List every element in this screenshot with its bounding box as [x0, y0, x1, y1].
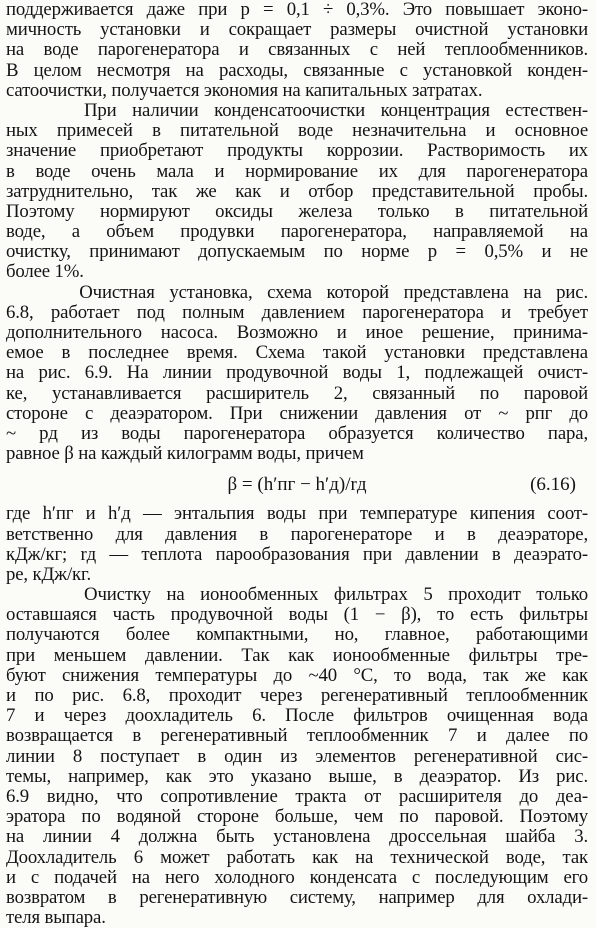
text-line: сатоочистки, получается экономия на капитальных затратах.	[6, 80, 483, 101]
text-line: затруднительно, так же как и отбор представительной пробы.	[6, 181, 588, 202]
equation-expression: β = (h′пг − h′д)/rд	[227, 474, 367, 496]
text-line: где h′пг и h′д — энтальпия воды при температуре кипения соот-	[6, 504, 588, 525]
text-line: В целом несмотря на расходы, связанные с установкой конден-	[6, 60, 588, 81]
text-line: поддерживается даже при p = 0,1 ÷ 0,3%. Это повышает эконо-	[6, 0, 588, 20]
paragraph-2	[6, 101, 588, 283]
text-line: 7 и через доохладитель 6. После фильтров очищенная вода	[6, 706, 588, 727]
text-line: Очистная установка, схема которой представлена на рис.	[6, 282, 588, 303]
text-line: 6.8, работает под полным давлением парогенератора и требует	[6, 302, 588, 323]
text-line: при меньшем давлении. Так как ионообменные фильтры тре-	[6, 645, 588, 666]
text-line: темы, например, как это указано выше, в деаэратор. Из рис.	[6, 766, 588, 787]
text-line: на воде парогенератора и связанных с ней теплообменников.	[6, 40, 588, 61]
text-line: ке, устанавливается расширитель 2, связанный по паровой	[6, 383, 588, 404]
text-line: на рис. 6.9. На линии продувочной воды 1, подлежащей очист-	[6, 363, 588, 384]
text-line: получаются более компактными, но, главное, работающими	[6, 625, 588, 646]
text-line: кДж/кг; rд — теплота парообразования при давлении в деаэрато-	[6, 544, 588, 565]
paragraph-1	[6, 0, 588, 101]
text-line: более 1%.	[6, 262, 84, 283]
text-line: Доохладитель 6 может работать как на технической воде, так	[6, 847, 588, 868]
equation-6-16	[6, 468, 588, 502]
text-line: очистку, принимают допускаемым по норме p = 0,5% и не	[6, 242, 588, 263]
text-line: ных примесей в питательной воде незначительна и основное	[6, 121, 588, 142]
equation-number: (6.16)	[530, 474, 576, 496]
text-line: равное β на каждый килограмм воды, причем	[6, 444, 364, 465]
text-line: ~ pд из воды парогенератора образуется количество пара,	[6, 423, 588, 444]
text-line: Поэтому нормируют оксиды железа только в питательной	[6, 201, 588, 222]
text-line: мичность установки и сокращает размеры очистной установки	[6, 20, 588, 41]
text-line: дополнительного насоса. Возможно и иное решение, принима-	[6, 323, 588, 343]
paragraph-4	[6, 504, 588, 585]
text-line: стороне с деаэратором. При снижении давления от ~ pпг до	[6, 403, 588, 424]
text-line: буют снижения температуры до ~40 °C, то вода, так же как	[6, 665, 588, 686]
text-line: ветственно для давления в парогенераторе и в деаэраторе,	[6, 524, 588, 545]
text-line: ре, кДж/кг.	[6, 564, 92, 585]
paragraph-3	[6, 283, 588, 465]
paragraph-5	[6, 585, 588, 928]
text-line: емое в последнее время. Схема такой установки представлена	[6, 343, 588, 364]
text-line: возвратом в регенеративную систему, например для охлади-	[6, 887, 588, 908]
text-line: линии 8 поступает в один из элементов регенеративной сис-	[6, 746, 588, 767]
text-line: воде, а объем продувки парогенератора, направляемой на	[6, 222, 588, 243]
text-line: на линии 4 должна быть установлена дроссельная шайба 3.	[6, 827, 588, 848]
text-line: При наличии конденсатоочистки концентрация естествен-	[6, 100, 588, 121]
text-line: Очистку на ионообменных фильтрах 5 проходит только	[6, 585, 588, 606]
text-line: значение приобретают продукты коррозии. Растворимость их	[6, 141, 588, 162]
text-line: теля выпара.	[6, 908, 106, 928]
text-line: 6.9 видно, что сопротивление тракта от расширителя до деа-	[6, 786, 588, 807]
text-line: в воде очень мала и нормирование их для парогенератора	[6, 161, 588, 182]
text-line: возвращается в регенеративный теплообменник 7 и далее по	[6, 726, 588, 747]
text-line: оставшаяся часть продувочной воды (1 − β), то есть фильтры	[6, 605, 588, 626]
text-line: эратора по водяной стороне больше, чем по паровой. Поэтому	[6, 807, 588, 828]
text-line: и по рис. 6.8, проходит через регенеративный теплообменник	[6, 686, 588, 706]
text-line: и с подачей на него холодного конденсата с последующим его	[6, 867, 588, 888]
